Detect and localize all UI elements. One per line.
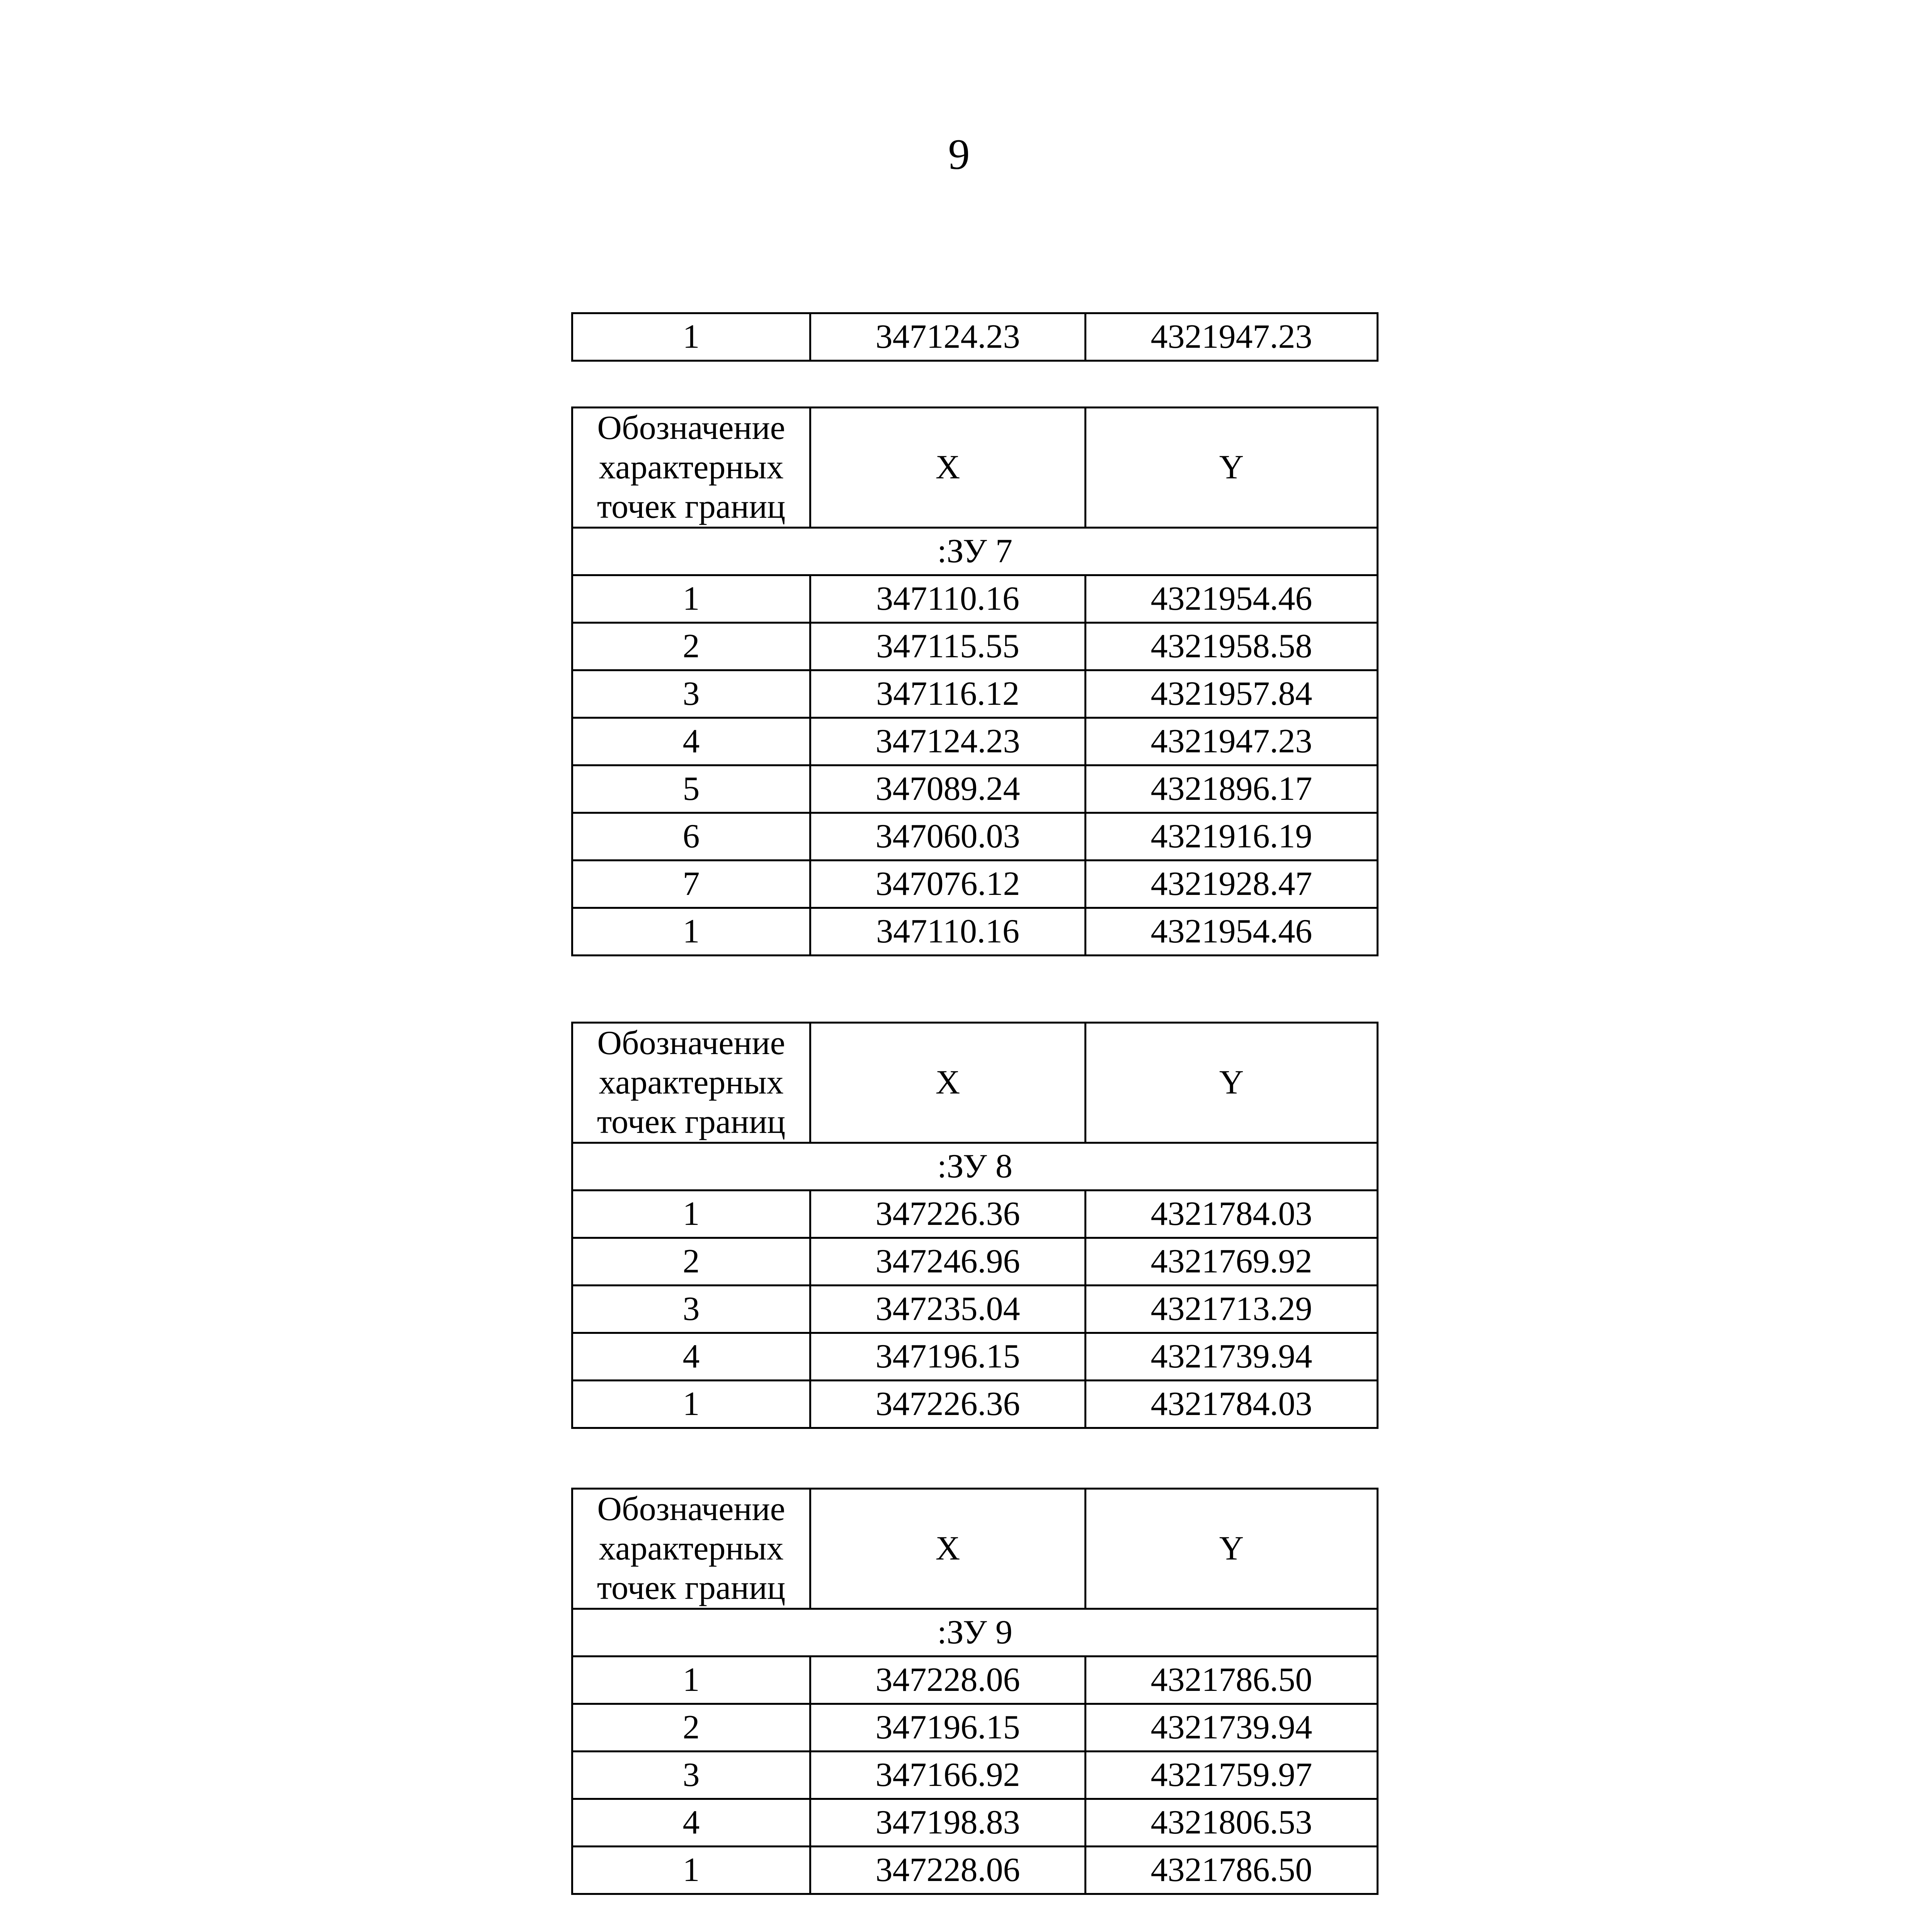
section-row [572,1143,1378,1190]
header-label: Обозначение характерных точек границ [572,408,810,528]
y-value: 4321713.29 [1086,1286,1378,1333]
plot-name: :ЗУ 7 [572,528,1378,575]
x-value: 347235.04 [810,1286,1086,1333]
y-value: 4321957.84 [1086,670,1378,718]
point-number: 4 [572,718,810,765]
y-value: 4321769.92 [1086,1238,1378,1286]
header-y: Y [1086,1023,1378,1143]
header-row [572,1489,1378,1609]
table-row [572,575,1378,623]
point-number: 4 [572,1333,810,1381]
point-number: 5 [572,765,810,813]
y-value: 4321954.46 [1086,908,1378,956]
table-row [572,718,1378,765]
plot-table-zu9 [571,1488,1379,1895]
x-value: 347226.36 [810,1381,1086,1428]
page-number: 9 [948,131,970,179]
x-value: 347115.55 [810,623,1086,670]
x-value: 347110.16 [810,908,1086,956]
y-value: 4321759.97 [1086,1752,1378,1799]
point-number: 2 [572,1704,810,1752]
table-row [572,623,1378,670]
y-value: 4321786.50 [1086,1656,1378,1704]
point-number: 1 [572,575,810,623]
y-value: 4321958.58 [1086,623,1378,670]
table-row [572,1286,1378,1333]
header-label: Обозначение характерных точек границ [572,1023,810,1143]
y-value: 4321784.03 [1086,1381,1378,1428]
table-row [572,1238,1378,1286]
table-row [572,1799,1378,1847]
carryover-table [571,312,1379,362]
section-row [572,1609,1378,1656]
point-number: 3 [572,1752,810,1799]
y-value: 4321896.17 [1086,765,1378,813]
x-value: 347124.23 [810,313,1086,361]
point-number: 3 [572,1286,810,1333]
x-value: 347246.96 [810,1238,1086,1286]
point-number: 1 [572,1381,810,1428]
x-value: 347228.06 [810,1656,1086,1704]
header-y: Y [1086,1489,1378,1609]
point-number: 6 [572,813,810,861]
x-value: 347196.15 [810,1704,1086,1752]
table-row [572,1704,1378,1752]
header-y: Y [1086,408,1378,528]
point-number: 1 [572,1847,810,1894]
x-value: 347124.23 [810,718,1086,765]
section-row [572,528,1378,575]
y-value: 4321786.50 [1086,1847,1378,1894]
point-number: 3 [572,670,810,718]
x-value: 347110.16 [810,575,1086,623]
x-value: 347166.92 [810,1752,1086,1799]
plot-table-zu7 [571,406,1379,956]
x-value: 347089.24 [810,765,1086,813]
header-label: Обозначение характерных точек границ [572,1489,810,1609]
x-value: 347198.83 [810,1799,1086,1847]
y-value: 4321739.94 [1086,1704,1378,1752]
y-value: 4321916.19 [1086,813,1378,861]
x-value: 347116.12 [810,670,1086,718]
header-row [572,1023,1378,1143]
point-number: 7 [572,861,810,908]
point-number: 1 [572,313,810,361]
y-value: 4321806.53 [1086,1799,1378,1847]
table-row [572,670,1378,718]
x-value: 347196.15 [810,1333,1086,1381]
table-row [572,1847,1378,1894]
y-value: 4321739.94 [1086,1333,1378,1381]
header-x: X [810,408,1086,528]
x-value: 347226.36 [810,1190,1086,1238]
header-x: X [810,1023,1086,1143]
y-value: 4321928.47 [1086,861,1378,908]
point-number: 1 [572,908,810,956]
y-value: 4321954.46 [1086,575,1378,623]
x-value: 347060.03 [810,813,1086,861]
table-row [572,1381,1378,1428]
point-number: 2 [572,1238,810,1286]
y-value: 4321947.23 [1086,313,1378,361]
table-row [572,1656,1378,1704]
point-number: 1 [572,1190,810,1238]
point-number: 4 [572,1799,810,1847]
plot-name: :ЗУ 8 [572,1143,1378,1190]
y-value: 4321784.03 [1086,1190,1378,1238]
plot-table-zu8 [571,1022,1379,1429]
table-row [572,1752,1378,1799]
header-x: X [810,1489,1086,1609]
table-row [572,813,1378,861]
point-number: 2 [572,623,810,670]
point-number: 1 [572,1656,810,1704]
y-value: 4321947.23 [1086,718,1378,765]
table-row [572,313,1378,361]
header-row [572,408,1378,528]
table-row [572,861,1378,908]
x-value: 347228.06 [810,1847,1086,1894]
plot-name: :ЗУ 9 [572,1609,1378,1656]
table-row [572,1333,1378,1381]
table-row [572,908,1378,956]
x-value: 347076.12 [810,861,1086,908]
table-row [572,1190,1378,1238]
table-row [572,765,1378,813]
